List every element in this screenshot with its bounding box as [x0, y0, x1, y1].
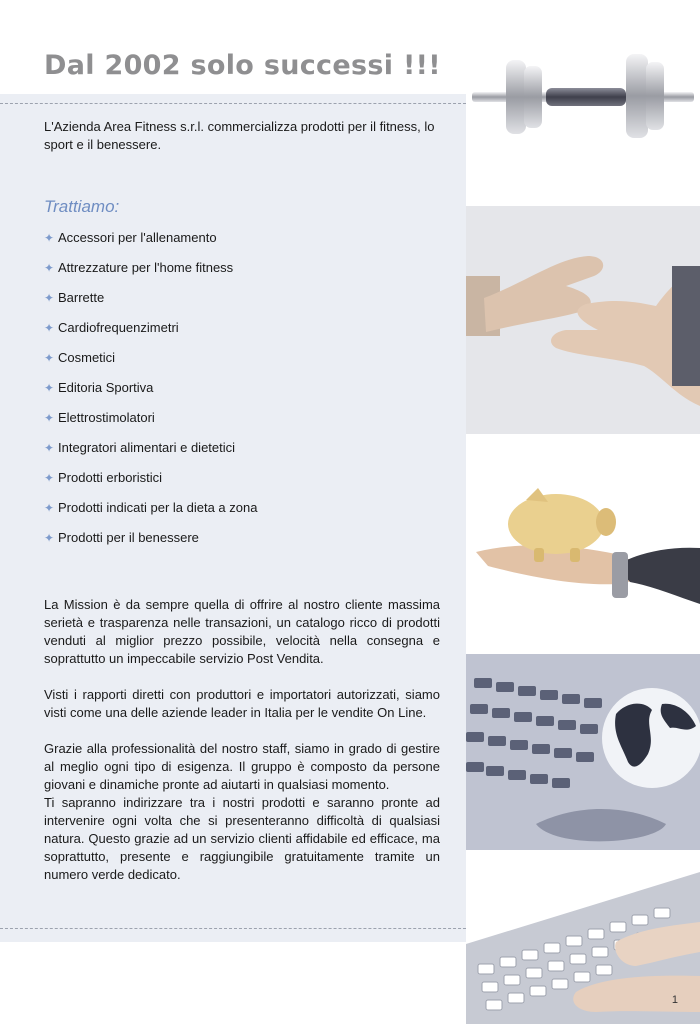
list-item: ✦ Elettrostimolatori [44, 410, 155, 425]
list-item: ✦ Barrette [44, 290, 105, 305]
four-point-star-icon: ✦ [44, 471, 55, 485]
products-heading: Trattiamo: [44, 197, 120, 216]
top-divider [0, 103, 466, 104]
image-column [466, 0, 700, 1024]
four-point-star-icon: ✦ [44, 261, 55, 275]
bottom-divider [0, 928, 466, 929]
list-item: ✦ Prodotti indicati per la dieta a zona [44, 500, 258, 515]
list-item: ✦ Prodotti erboristici [44, 470, 163, 485]
list-item: ✦ Cosmetici [44, 350, 116, 365]
four-point-star-icon: ✦ [44, 441, 55, 455]
page-title: Dal 2002 solo successi !!! [44, 50, 441, 81]
page-number: 1 [671, 994, 678, 1006]
staff-paragraph: Grazie alla professionalità del nostro staff, siamo in grado di gestire al meglio ogni tipo di esigenza. Il gruppo è composto da persone giovani e dinamiche pronte ad aiutarti in qualsiasi momento. [44, 741, 440, 792]
piggy-bank-image [466, 436, 700, 652]
four-point-star-icon: ✦ [44, 531, 55, 545]
four-point-star-icon: ✦ [44, 231, 55, 245]
globe-keyboard-image [466, 654, 700, 850]
four-point-star-icon: ✦ [44, 321, 55, 335]
intro-text: L'Azienda Area Fitness s.r.l. commercializza prodotti per il fitness, lo sport e il benessere. [44, 119, 435, 152]
typing-keyboard-image [466, 852, 700, 1024]
leader-paragraph: Visti i rapporti diretti con produttori e importatori autorizzati, siamo visti come una delle aziende leader in Italia per le vendite On Line. [44, 687, 440, 720]
four-point-star-icon: ✦ [44, 501, 55, 515]
list-item: ✦ Attrezzature per l'home fitness [44, 260, 234, 275]
main-content [44, 118, 440, 884]
dumbbell-image [466, 40, 700, 160]
list-item: ✦ Editoria Sportiva [44, 380, 154, 395]
service-paragraph: Ti sapranno indirizzare tra i nostri prodotti e saranno pronte ad intervenire ogni volta che si presenteranno difficoltà di qualsiasi natura. Questo grazie ad un servizio clienti affidabile ed efficace, ma soprattutto, presente e raggiungibile gratuitamente tramite un numero verde dedicato. [44, 795, 440, 882]
list-item: ✦ Prodotti per il benessere [44, 530, 199, 545]
four-point-star-icon: ✦ [44, 381, 55, 395]
list-item: ✦ Integratori alimentari e dietetici [44, 440, 236, 455]
four-point-star-icon: ✦ [44, 291, 55, 305]
handshake-image [466, 206, 700, 434]
four-point-star-icon: ✦ [44, 351, 55, 365]
list-item: ✦ Accessori per l'allenamento [44, 230, 217, 245]
list-item: ✦ Cardiofrequenzimetri [44, 320, 179, 335]
products-list [44, 230, 440, 560]
four-point-star-icon: ✦ [44, 411, 55, 425]
mission-paragraph: La Mission è da sempre quella di offrire al nostro cliente massima serietà e trasparenza nelle transazioni, un catalogo ricco di prodotti venduti al miglior prezzo possibile, velocità nella consegna e soprattutto un impeccabile servizio Post Vendita. [44, 597, 440, 666]
